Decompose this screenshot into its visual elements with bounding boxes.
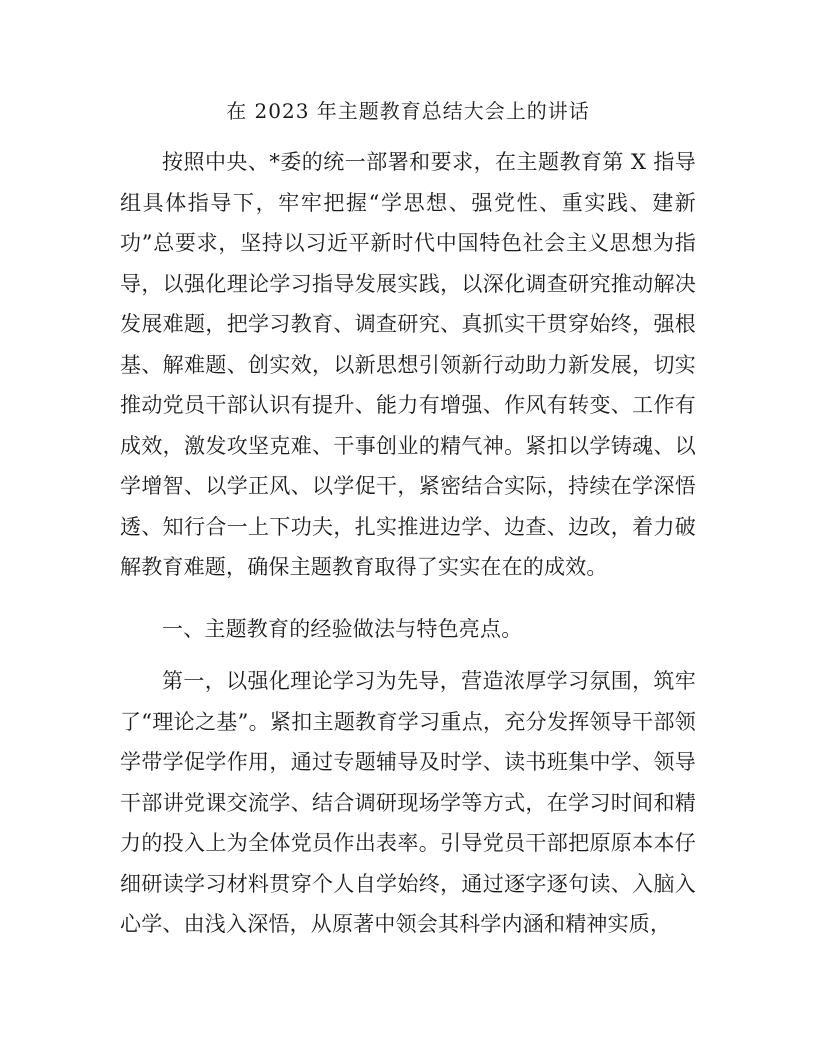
- document-title: 在 2023 年主题教育总结大会上的讲话: [226, 99, 590, 123]
- section-paragraph: 第一，以强化理论学习为先导，营造浓厚学习氛围，筑牢了“理论之基”。紧扣主题教育学习重点，充分发挥领导干部领学带学促学作用，通过专题辅导及时学、读书班集中学、领导干部讲党课交流学、结合调研现场学等方式，在学习时间和精力的投入上为全体党员作出表率。引导党员干部把原原本本仔细研读学习材料贯穿个人自学始终，通过逐字逐句读、入脑入心学、由浅入深悟，从原著中领会其科学内涵和精神实质，: [120, 669, 696, 936]
- section-heading: 一、主题教育的经验做法与特色亮点。: [162, 617, 523, 641]
- intro-paragraph: 按照中央、*委的统一部署和要求，在主题教育第 X 指导组具体指导下，牢牢把握“学思想、强党性、重实践、建新功”总要求，坚持以习近平新时代中国特色社会主义思想为指导，以强化理论学习指导发展实践，以深化调查研究推动解决发展难题，把学习教育、调查研究、真抓实干贯穿始终，强根基、解难题、创实效，以新思想引领新行动助力新发展，切实推动党员干部认识有提升、能力有增强、作风有转变、工作有成效，激发攻坚克难、干事创业的精气神。紧扣以学铸魂、以学增智、以学正风、以学促干，紧密结合实际，持续在学深悟透、知行合一上下功夫，扎实推进边学、边查、边改，着力破解教育难题，确保主题教育取得了实实在在的成效。: [120, 150, 696, 579]
